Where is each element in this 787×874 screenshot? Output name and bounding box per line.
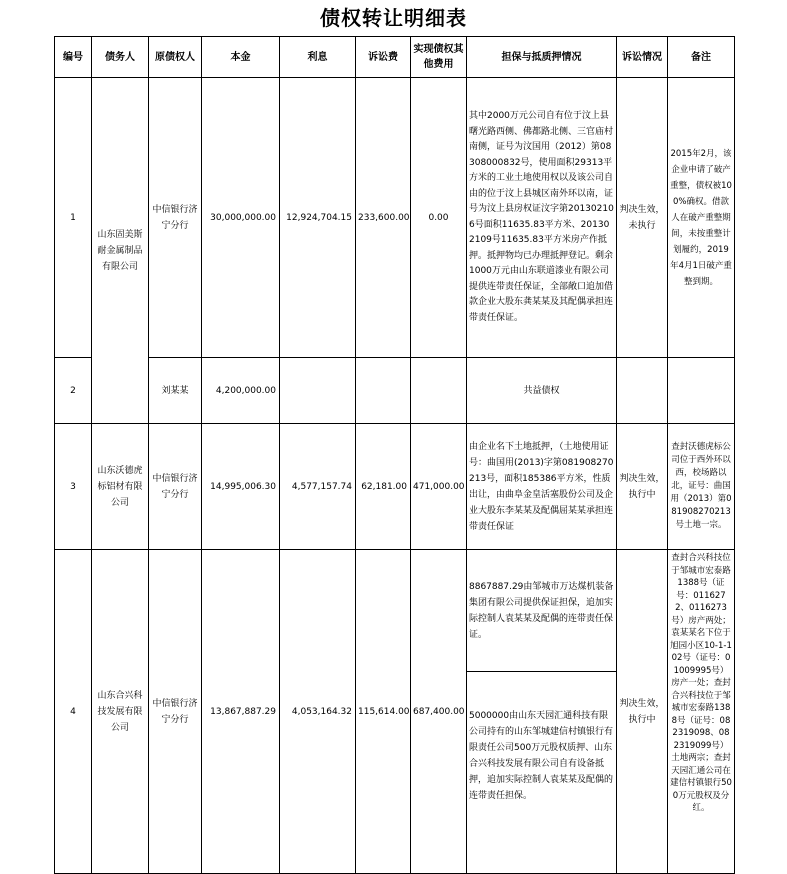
- row-litigation: 判决生效，执行中: [617, 550, 668, 874]
- row-remarks: 2015年2月，该企业申请了破产重整，债权被100%确权。借款人在破产重整期间，未按重整计划履约，2019年4月1日破产重整到期。: [668, 78, 735, 358]
- row-guarantee: 其中2000万元公司自有位于汶上县曙光路西侧、佛都路北侧、三官庙村南侧，证号为汶国用（2012）第08308000832号，使用面积29313平方米的工业土地使用权以及该公司自由的位于汶上县城区南外环以南，证号为汶上县房权证汶字第201302106号面积11635.83平方米、201302109号11635.83平方米房产作抵押。抵押物均已办理抵押登记。剩余1000万元由山东联道漆业有限公司提供连带责任保证，全部敞口追加借款企业大股东龚某某及其配偶承担连带责任保证。: [467, 78, 617, 358]
- row-litigation: 判决生效，执行中: [617, 424, 668, 550]
- row-interest: 4,053,164.32: [280, 550, 356, 874]
- row-principal: 13,867,887.29: [202, 550, 280, 874]
- row-creditor: 刘某某: [149, 358, 202, 424]
- row-no: 2: [55, 358, 92, 424]
- row-interest: 12,924,704.15: [280, 78, 356, 358]
- header-interest: 利息: [280, 37, 356, 78]
- header-no: 编号: [55, 37, 92, 78]
- row-remarks: 查封沃德虎标公司位于西外环以西，校场路以北，证号：曲国用（2013）第081908270213号土地一宗。: [668, 424, 735, 550]
- row-creditor: 中信银行济宁分行: [149, 550, 202, 874]
- debt-transfer-table: [54, 36, 735, 874]
- table-row: [55, 424, 735, 550]
- row-no: 4: [55, 550, 92, 874]
- row-guarantee-b: 5000000由山东天园汇通科技有限公司持有的山东邹城建信村镇银行有限责任公司500万元股权质押、山东合兴科技发展有限公司自有设备抵押，追加实际控制人袁某某及配偶的连带责任担保。: [467, 672, 617, 874]
- row-litigation-fee: 115,614.00: [356, 550, 411, 874]
- header-other-fee: 实现债权其他费用: [411, 37, 467, 78]
- row-litigation: 判决生效，未执行: [617, 78, 668, 358]
- row-principal: 30,000,000.00: [202, 78, 280, 358]
- row-litigation-fee: 233,600.00: [356, 78, 411, 358]
- row-guarantee: 共益债权: [467, 358, 617, 424]
- row-guarantee-a: 8867887.29由邹城市万达煤机装备集团有限公司提供保证担保，追加实际控制人袁某某及配偶的连带责任保证。: [467, 550, 617, 672]
- row-debtor: 山东沃德虎标铝材有限公司: [92, 424, 149, 550]
- row-interest: 4,577,157.74: [280, 424, 356, 550]
- row-principal: 4,200,000.00: [202, 358, 280, 424]
- row-other-fee: 0.00: [411, 78, 467, 358]
- row-other-fee: 471,000.00: [411, 424, 467, 550]
- header-row: [55, 37, 735, 78]
- header-principal: 本金: [202, 37, 280, 78]
- row-litigation-fee: 62,181.00: [356, 424, 411, 550]
- header-debtor: 债务人: [92, 37, 149, 78]
- row-no: 3: [55, 424, 92, 550]
- header-litigation-fee: 诉讼费: [356, 37, 411, 78]
- row-debtor: 山东固美斯耐金属制品有限公司: [92, 78, 149, 424]
- row-principal: 14,995,006.30: [202, 424, 280, 550]
- header-remarks: 备注: [668, 37, 735, 78]
- header-guarantee: 担保与抵质押情况: [467, 37, 617, 78]
- table-row: [55, 358, 735, 424]
- row-creditor: 中信银行济宁分行: [149, 424, 202, 550]
- row-debtor: 山东合兴科技发展有限公司: [92, 550, 149, 874]
- header-creditor: 原债权人: [149, 37, 202, 78]
- row-other-fee: 687,400.00: [411, 550, 467, 874]
- row-guarantee: 由企业名下土地抵押，（土地使用证号：曲国用(2013)字第081908270213号，面积185386平方米，性质出让，由曲阜金皇活塞股份公司及企业大股东李某某及配偶屈某某承担连带责任保证: [467, 424, 617, 550]
- page-title: 债权转让明细表: [320, 6, 467, 30]
- table-row: [55, 78, 735, 358]
- header-litigation: 诉讼情况: [617, 37, 668, 78]
- table-row: [55, 550, 735, 672]
- row-creditor: 中信银行济宁分行: [149, 78, 202, 358]
- row-remarks: 查封合兴科技位于邹城市宏泰路1388号（证号：0116272、0116273号）房产两处；袁某某名下位于旭园小区10-1-102号（证号：01009995号）房产一处；查封合兴科技位于邹城市宏泰路1388号（证号：082319098、082319099号）土地两宗；查封天园汇通公司在建信村镇银行500万元股权及分红。: [668, 550, 735, 874]
- row-no: 1: [55, 78, 92, 358]
